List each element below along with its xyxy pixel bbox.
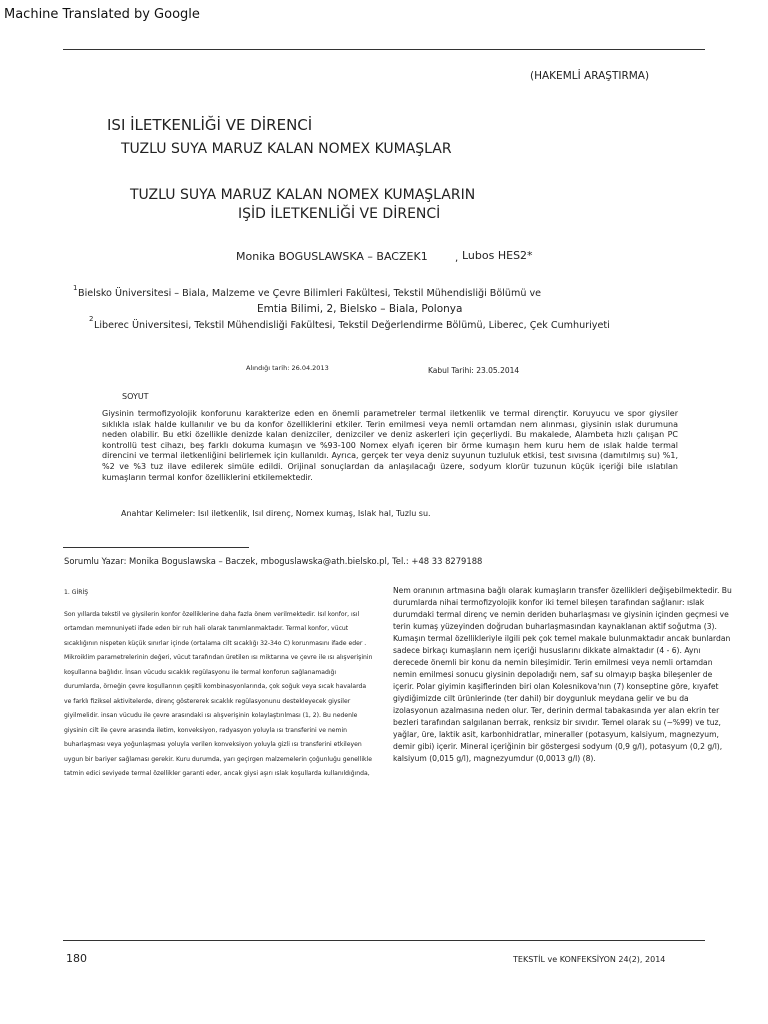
accepted-date: Kabul Tarihi: 23.05.2014 [428,366,520,375]
machine-translated-label: Machine Translated by Google [4,7,200,22]
abstract-body: Giysinin termofizyolojik konforunu karakterize eden en önemli parametreler termal iletkenlik ve termal dirençtir. Koruyucu ve spor giysiler sıklıkla ıslak halde kullanılır ve bu da konfor özelliklerini etkiler. Terin emilmesi veya nemli ortamdan nem alınması, giysinin ıslak durumuna neden olabilir. Bu etki özellikle denizde kalan denizciler, denizciler ve deniz askerleri için geçerliydi. Bu makalede, Alambeta hızlı çalışan PC kontrollü test cihazı, beş farklı dokuma kumaşın ve %93-100 Nomex elyafı içeren bir örme kumaşın hem kuru hem de ıslak halde termal direncini ve termal iletkenliğini belirlemek için kullanıldı. Ayrıca, gerçek ter veya deniz suyunun tuzluluk etkisi, test sıvısına (damıtılmış su) %1, %2 ve %3 tuz ilave edilerek simüle edildi. Orijinal sonuçlardan da anlaşılacağı üzere, sodyum klorür tuzunun küçük içeriği bile ıslatılan kumaşların termal konfor özelliklerini etkilemektedir. [102,409,678,482]
abstract-heading: SOYUT [122,392,149,401]
title-line-1: ISI İLETKENLİĞİ VE DİRENCİ [107,116,313,134]
footnote-rule [63,547,249,548]
journal-citation: TEKSTİL ve KONFEKSİYON 24(2), 2014 [513,955,666,964]
affiliation-1: Bielsko Üniversitesi – Biala, Malzeme ve Çevre Bilimleri Fakültesi, Tekstil Mühendisliği Bölümü ve [78,288,542,299]
title-line-2: TUZLU SUYA MARUZ KALAN NOMEX KUMAŞLAR [121,141,452,157]
left-column-text: Son yıllarda tekstil ve giysilerin konfor özelliklerine daha fazla önem verilmektedir. Isıl konfor, ısıl ortamdan memnuniyeti ifade eden bir ruh hali olarak tanımlanmaktadır. Termal konfor, vücut sıcaklığının nispeten küçük sınırlar içinde (ortalama cilt sıcaklığı 32-34o C) korunmasını ifade eder . Mikroiklim parametrelerinin değeri, vücut tarafından üretilen ısı miktarına ve çevre ile ısı alışverişinin koşullarına bağlıdır. İnsan vücudu sıcaklık regülasyonu ile termal konforun sağlanamadığı durumlarda, örneğin çevre koşullarının çeşitli kombinasyonlarında, çok soğuk veya sıcak havalarda ve farklı fiziksel aktivitelerde, direnç göstererek sıcaklık regülasyonunu destekleyecek giysiler giyilmelidir. insan vücudu ile çevre arasındaki ısı alışverişinin kolaylaştırılması (1, 2). Bu nedenle giysinin cilt ile çevre arasında iletim, konveksiyon, radyasyon yoluyla ısı transferini ve nemin buharlaşması veya yoğunlaşması yoluyla verilen konveksiyon yoluyla gizli ısı transferini etkileyen uygun bir bariyer sağlaması gerekir. Kuru durumda, yarı geçirgen malzemelerin çoğunluğu genellikle tatmin edici seviyede termal özellikler garanti eder, ancak giysi aşırı ıslak koşullarda kullanıldığında, [64,610,373,777]
page-number: 180 [66,952,87,965]
article-category: (HAKEMLİ ARAŞTIRMA) [530,70,650,82]
affiliation-1-continued: Emtia Bilimi, 2, Bielsko – Biala, Polonya [257,303,463,315]
left-column [64,586,374,782]
keywords: Anahtar Kelimeler: Isıl iletkenlik, Isıl direnç, Nomex kumaş, Islak hal, Tuzlu su. [121,509,431,518]
footer-rule [63,940,705,941]
title-line-4: IŞİD İLETKENLİĞİ VE DİRENCİ [238,206,441,222]
title-line-3: TUZLU SUYA MARUZ KALAN NOMEX KUMAŞLARIN [130,187,476,203]
header-rule [63,49,705,50]
author-1: Monika BOGUSLAWSKA – BACZEK1 [236,250,428,263]
right-column [393,585,733,765]
author-separator: , [455,253,459,264]
right-column-text: Nem oranının artmasına bağlı olarak kumaşların transfer özellikleri değişebilmektedir. Bu durumlarda nihai termofizyolojik konfor iki temel bileşen tarafından sağlanır: ıslak durumdaki termal direnç ve nemin deriden buharlaşması ve giysinin içinden geçmesi ve terin kumaş yüzeyinden doğrudan buharlaşmasından kaynaklanan aktif soğutma (3). Kumaşın termal özellikleriyle ilgili pek çok temel makale bulunmaktadır ancak bunlardan sadece birkaçı kumaşların nem içeriği hususlarını dikkate almaktadır (4 - 6). Aynı derecede önemli bir konu da nemin bileşimidir. Terin emilmesi veya nemli ortamdan nemin emilmesi sonucu giysinin depoladığı nem, saf su olmayıp başka bileşenler de içerir. Polar giyimin kaşiflerinden biri olan Kolesnikova'nın (7) konseptine göre, kıyafet giydiğimizde cilt ürünlerinde (ter dahil) bir doygunluk meydana gelir ve bu da izolasyonun azalmasına neden olur. Ter, derinin dermal tabakasında yer alan ekrin ter bezleri tarafından salgılanan berrak, renksiz bir sıvıdır. Temel olarak su (~%99) ve tuz, yağlar, üre, laktik asit, karbonhidratlar, mineraller (potasyum, kalsiyum, magnezyum, demir gibi) içerir. Mineral içeriğinin bir göstergesi sodyum (0,9 g/l), potasyum (0,2 g/l), kalsiyum (0,015 g/l), magnezyumdur (0,0013 g/l) (8). [393,586,732,763]
received-date: Alındığı tarih: 26.04.2013 [246,364,329,372]
corresponding-author-footnote: Sorumlu Yazar: Monika Boguslawska – Baczek, mboguslawska@ath.bielsko.pl, Tel.: +48 33 8279188 [64,556,483,566]
section-heading-introduction: 1. GİRİŞ [64,589,89,596]
affiliation-2: Liberec Üniversitesi, Tekstil Mühendisliği Fakültesi, Tekstil Değerlendirme Bölümü, Liberec, Çek Cumhuriyeti [94,320,610,331]
affiliation-1-marker: 1 [73,284,78,292]
author-2: Lubos HES2* [462,249,533,262]
affiliation-2-marker: 2 [89,315,94,323]
